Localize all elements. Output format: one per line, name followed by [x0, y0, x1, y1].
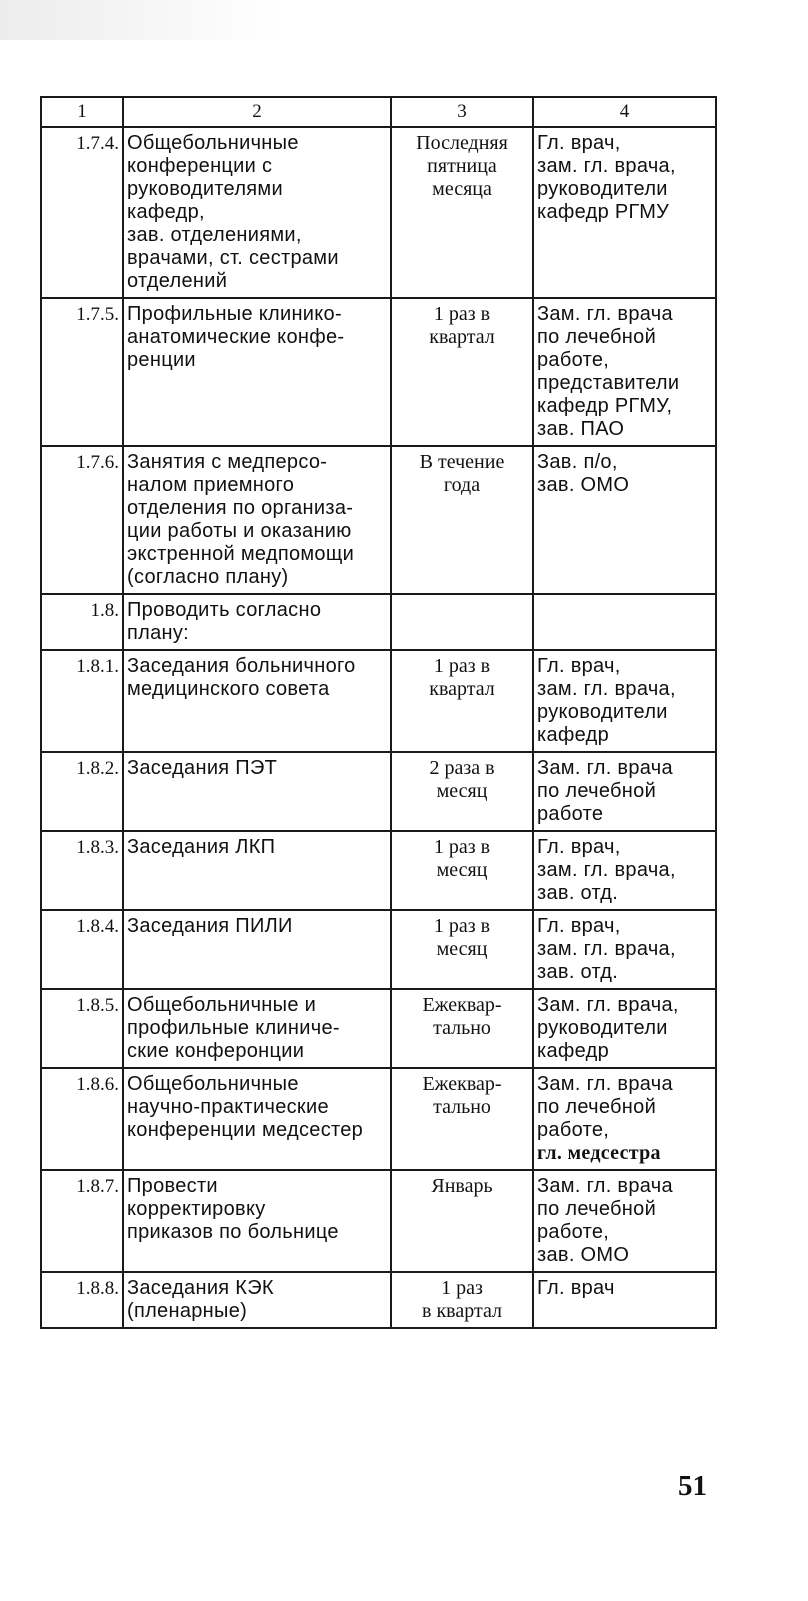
- item-term-line: 1 раз в: [433, 915, 491, 937]
- header-cell-1: 1: [41, 97, 123, 127]
- item-responsible: [533, 752, 716, 831]
- item-description: [123, 1272, 391, 1328]
- item-description-line: научно-практические: [127, 1096, 329, 1118]
- item-responsible-line: зав. отд.: [537, 882, 619, 904]
- table-row: [41, 1068, 716, 1170]
- item-responsible-line: зав. ПАО: [537, 418, 625, 440]
- header-cell-4: 4: [533, 97, 716, 127]
- item-number: 1.8.7.: [41, 1170, 123, 1272]
- item-description-line: Общебольничные и: [127, 994, 317, 1016]
- item-term: [391, 650, 533, 752]
- item-description-line: кафедр,: [127, 201, 205, 223]
- item-description-line: Заседания больничного: [127, 655, 356, 677]
- item-term-line: 1 раз: [441, 1277, 483, 1299]
- item-responsible-line: работе,: [537, 349, 610, 371]
- item-responsible: [533, 446, 716, 594]
- item-description-line: Профильные клинико-: [127, 303, 342, 325]
- item-description: [123, 650, 391, 752]
- item-responsible-line: зав. отд.: [537, 961, 619, 983]
- item-description-line: отделений: [127, 270, 228, 292]
- item-responsible: [533, 650, 716, 752]
- item-responsible: [533, 298, 716, 446]
- table-row: [41, 1170, 716, 1272]
- item-responsible-line: зам. гл. врача,: [537, 155, 676, 177]
- item-term: [391, 910, 533, 989]
- item-term-line: в квартал: [422, 1300, 502, 1322]
- item-responsible-line: кафедр: [537, 1040, 610, 1062]
- item-number: 1.8.2.: [41, 752, 123, 831]
- table-row: [41, 831, 716, 910]
- header-cell-2: 2: [123, 97, 391, 127]
- item-description-line: Заседания ЛКП: [127, 836, 276, 858]
- table-row: [41, 127, 716, 298]
- item-term-line: Ежеквар-: [422, 1073, 502, 1095]
- item-responsible-line: Зам. гл. врача,: [537, 994, 679, 1016]
- item-description-line: Заседания ПЭТ: [127, 757, 278, 779]
- item-description: [123, 1170, 391, 1272]
- item-responsible-line: Зам. гл. врача: [537, 303, 673, 325]
- table-row: [41, 446, 716, 594]
- item-responsible: [533, 1170, 716, 1272]
- item-term: [391, 298, 533, 446]
- item-number: 1.7.5.: [41, 298, 123, 446]
- item-term-line: Последняя: [416, 132, 508, 154]
- item-responsible: [533, 989, 716, 1068]
- item-responsible-line: Зам. гл. врача: [537, 1175, 673, 1197]
- item-description-line: ренции: [127, 349, 196, 371]
- item-term-line: месяц: [436, 938, 488, 960]
- item-responsible-line: представители: [537, 372, 680, 394]
- item-description: [123, 594, 391, 650]
- item-number: 1.8.3.: [41, 831, 123, 910]
- plan-table: [40, 96, 717, 1329]
- item-description-line: медицинского совета: [127, 678, 330, 700]
- item-description-line: конференции медсестер: [127, 1119, 364, 1141]
- item-responsible: [533, 1272, 716, 1328]
- item-description-line: (пленарные): [127, 1300, 248, 1322]
- item-responsible-line: Гл. врач: [537, 1277, 615, 1299]
- table-row: [41, 298, 716, 446]
- item-responsible-line: Гл. врач,: [537, 915, 621, 937]
- table-row: [41, 650, 716, 752]
- item-number: 1.8.8.: [41, 1272, 123, 1328]
- item-term: [391, 1170, 533, 1272]
- item-description-line: Провести: [127, 1175, 218, 1197]
- item-responsible-line: зав. ОМО: [537, 1244, 630, 1266]
- item-responsible-line: работе: [537, 803, 604, 825]
- item-responsible-line: зам. гл. врача,: [537, 678, 676, 700]
- item-description-line: ции работы и оказанию: [127, 520, 352, 542]
- item-responsible-line: зав. ОМО: [537, 474, 630, 496]
- item-term-line: 1 раз в: [433, 836, 491, 858]
- item-number: 1.8.5.: [41, 989, 123, 1068]
- item-responsible-line: по лечебной: [537, 1198, 657, 1220]
- item-term-line: тально: [433, 1096, 491, 1118]
- item-responsible-line: Зам. гл. врача: [537, 757, 673, 779]
- item-description-line: экстренной медпомощи: [127, 543, 355, 565]
- item-description-line: Общебольничные: [127, 1073, 299, 1095]
- item-description: [123, 831, 391, 910]
- item-description-line: плану:: [127, 622, 190, 644]
- item-responsible-line: зам. гл. врача,: [537, 859, 676, 881]
- item-responsible-line: гл. медсестра: [537, 1142, 661, 1164]
- item-responsible-line: Зав. п/о,: [537, 451, 618, 473]
- item-description: [123, 752, 391, 831]
- item-description-line: ские конферонции: [127, 1040, 305, 1062]
- table-body: [41, 97, 716, 1328]
- item-term-line: пятница: [427, 155, 497, 177]
- item-description-line: руководителями: [127, 178, 283, 200]
- item-responsible-line: кафедр РГМУ,: [537, 395, 673, 417]
- item-number: 1.7.4.: [41, 127, 123, 298]
- item-responsible-line: работе,: [537, 1221, 610, 1243]
- item-number: 1.8.: [41, 594, 123, 650]
- item-description-line: отделения по организа-: [127, 497, 354, 519]
- item-term-line: тально: [433, 1017, 491, 1039]
- table-row: [41, 752, 716, 831]
- item-responsible-line: по лечебной: [537, 780, 657, 802]
- item-term: [391, 594, 533, 650]
- item-description-line: приказов по больнице: [127, 1221, 339, 1243]
- item-description-line: Проводить согласно: [127, 599, 322, 621]
- table-row: [41, 1272, 716, 1328]
- item-term-line: 1 раз в: [433, 303, 491, 325]
- item-term-line: квартал: [429, 678, 495, 700]
- item-description-line: анатомические конфе-: [127, 326, 345, 348]
- item-number: 1.8.4.: [41, 910, 123, 989]
- item-term-line: квартал: [429, 326, 495, 348]
- header-cell-3: 3: [391, 97, 533, 127]
- item-description-line: Занятия с медперсо-: [127, 451, 328, 473]
- item-term: [391, 752, 533, 831]
- item-description: [123, 1068, 391, 1170]
- item-responsible-line: Зам. гл. врача: [537, 1073, 673, 1095]
- item-number: 1.8.1.: [41, 650, 123, 752]
- item-responsible-line: руководители: [537, 1017, 668, 1039]
- item-number: 1.8.6.: [41, 1068, 123, 1170]
- item-term-line: 2 раза в: [429, 757, 495, 779]
- item-responsible: [533, 831, 716, 910]
- item-term-line: 1 раз в: [433, 655, 491, 677]
- item-responsible-line: руководители: [537, 178, 668, 200]
- item-responsible-line: кафедр: [537, 724, 610, 746]
- item-term: [391, 989, 533, 1068]
- item-term-line: Январь: [431, 1175, 493, 1197]
- item-description-line: корректировку: [127, 1198, 266, 1220]
- item-description: [123, 910, 391, 989]
- item-description-line: Общебольничные: [127, 132, 299, 154]
- item-responsible-line: кафедр РГМУ: [537, 201, 670, 223]
- item-description-line: Заседания КЭК: [127, 1277, 274, 1299]
- item-term: [391, 127, 533, 298]
- item-term-line: года: [443, 474, 481, 496]
- item-term-line: месяц: [436, 859, 488, 881]
- item-responsible-line: Гл. врач,: [537, 132, 621, 154]
- table-row: [41, 910, 716, 989]
- item-responsible-line: по лечебной: [537, 1096, 657, 1118]
- item-term-line: В течение: [419, 451, 505, 473]
- item-term: [391, 1272, 533, 1328]
- item-term-line: месяц: [436, 780, 488, 802]
- item-responsible-line: зам. гл. врача,: [537, 938, 676, 960]
- item-responsible: [533, 594, 716, 650]
- item-term: [391, 831, 533, 910]
- item-description-line: профильные клиниче-: [127, 1017, 340, 1039]
- item-description: [123, 989, 391, 1068]
- item-description: [123, 446, 391, 594]
- item-description-line: Заседания ПИЛИ: [127, 915, 293, 937]
- table-header-row: [41, 97, 716, 127]
- item-responsible-line: руководители: [537, 701, 668, 723]
- item-description: [123, 127, 391, 298]
- item-description-line: налом приемного: [127, 474, 295, 496]
- page-number: 51: [678, 1470, 707, 1502]
- table-row: [41, 594, 716, 650]
- item-responsible-line: по лечебной: [537, 326, 657, 348]
- item-responsible-line: работе,: [537, 1119, 610, 1141]
- scan-shadow: [0, 0, 280, 40]
- item-term: [391, 446, 533, 594]
- item-term-line: Ежеквар-: [422, 994, 502, 1016]
- item-term-line: месяца: [432, 178, 492, 200]
- item-number: 1.7.6.: [41, 446, 123, 594]
- item-description: [123, 298, 391, 446]
- item-term: [391, 1068, 533, 1170]
- item-description-line: зав. отделениями,: [127, 224, 302, 246]
- item-description-line: конференции с: [127, 155, 273, 177]
- item-responsible-line: Гл. врач,: [537, 836, 621, 858]
- table-row: [41, 989, 716, 1068]
- item-description-line: (согласно плану): [127, 566, 289, 588]
- item-responsible-line: Гл. врач,: [537, 655, 621, 677]
- item-responsible: [533, 910, 716, 989]
- item-responsible: [533, 1068, 716, 1170]
- item-description-line: врачами, ст. сестрами: [127, 247, 339, 269]
- item-responsible: [533, 127, 716, 298]
